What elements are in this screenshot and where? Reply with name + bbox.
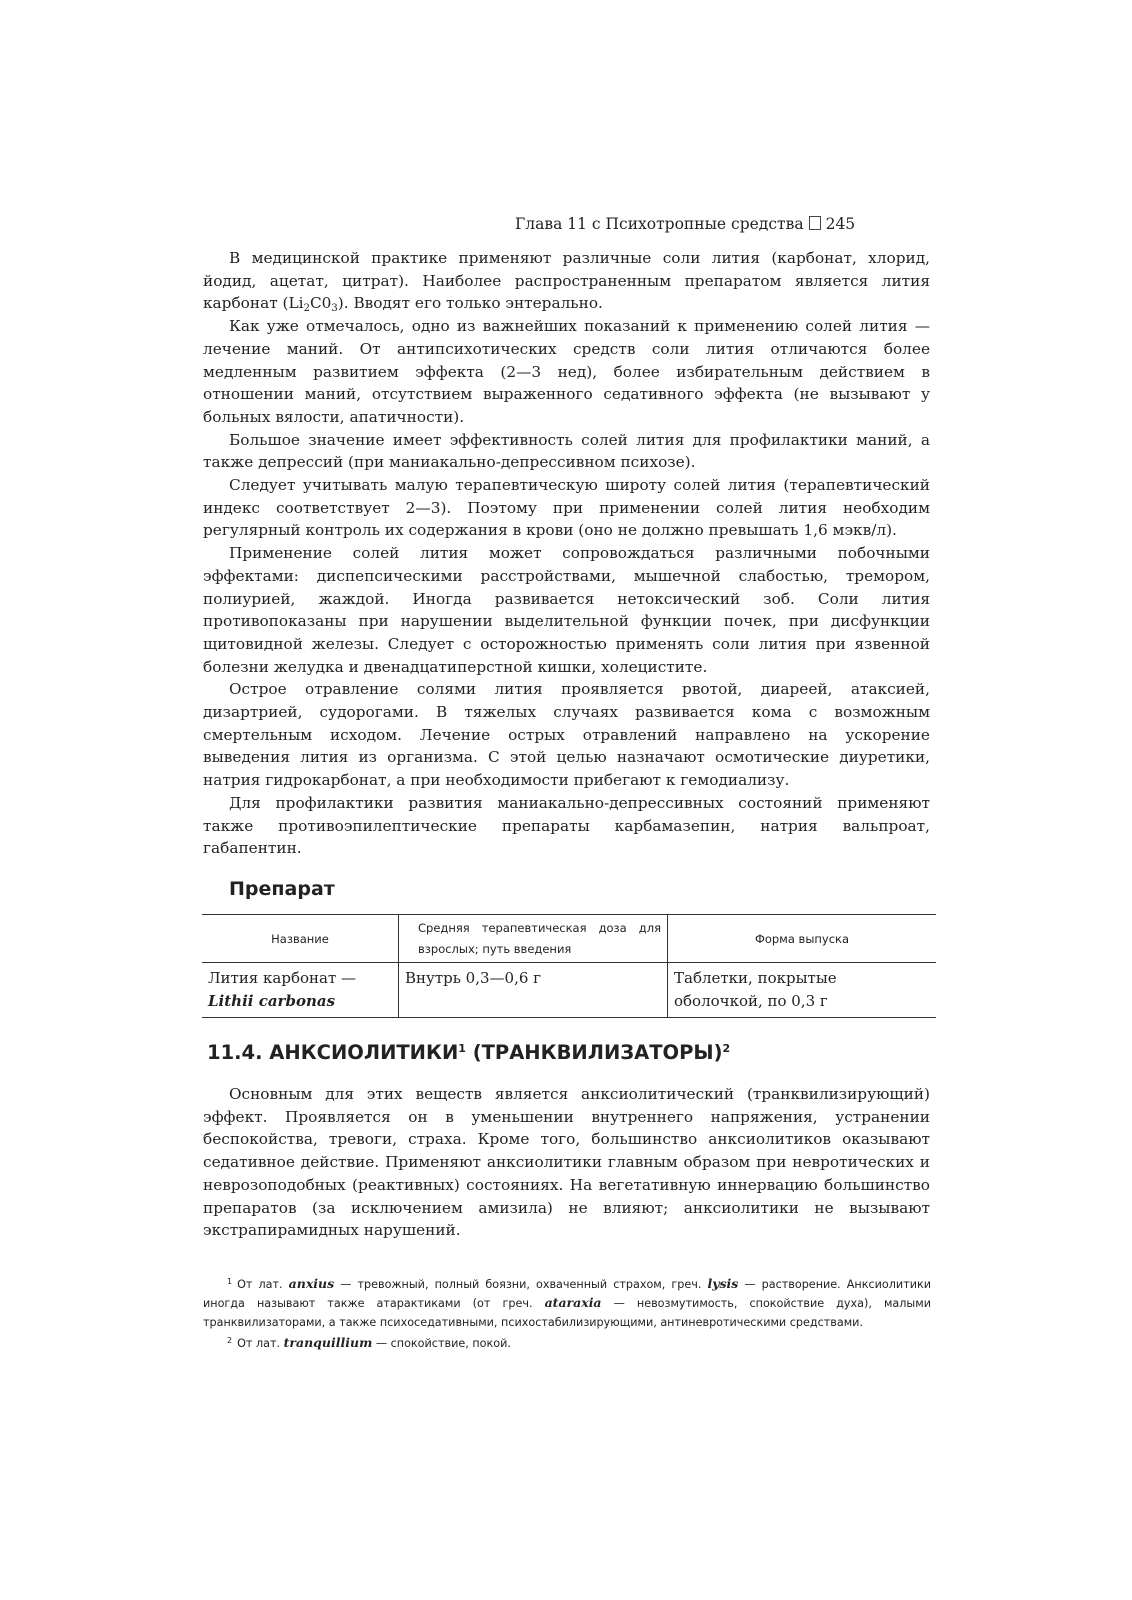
- paragraph: Следует учитывать малую терапевтическую широту солей лития (терапевтический индекс соответствует 2—3). Поэтому при применении солей лития необходим регулярный контроль их содержания в крови (оно не должно превышать 1,6 мэкв/л).: [203, 476, 930, 540]
- column-header-form: Форма выпуска: [754, 931, 850, 946]
- drug-table: [202, 914, 936, 1018]
- drug-name-cell: Лития карбонат —Lithii carbonas: [202, 963, 399, 1018]
- latin-name: Lithii carbonas: [208, 991, 336, 1010]
- anxiolytics-text-block: [203, 1083, 930, 1242]
- lithium-text-block: [203, 247, 930, 860]
- footnote-2: $^2$ От лат. tranquillium — спокойствие, покой.: [227, 1335, 511, 1351]
- square-glyph-icon: [809, 216, 821, 230]
- footnote-ref-1: 1: [458, 1042, 466, 1055]
- paragraph: Как уже отмечалось, одно из важнейших показаний к применению солей лития — лечение маний. От антипсихотических средств соли лития отличаются более медленным развитием эффекта (2—3 нед), более избирательным действием в отношении маний, отсутствием выраженного седативного эффекта (не вызывают у больных вялости, апатичности).: [203, 317, 930, 426]
- drug-dose-cell: Внутрь 0,3—0,6 г: [399, 963, 668, 1018]
- page-number: 245: [825, 215, 856, 233]
- paragraph: Применение солей лития может сопровождаться различными побочными эффектами: диспепсическими расстройствами, мышечной слабостью, тремором, полиурией, жаждой. Иногда развивается нетоксический зоб. Соли лития противопоказаны при нарушении выделительной функции почек, при дисфункции щитовидной железы. Следует с осторожностью применять соли лития при язвенной болезни желудка и двенадцатиперстной кишки, холецистите.: [203, 544, 930, 676]
- drug-form-cell: Таблетки, покрытые оболочкой, по 0,3 г: [674, 969, 837, 1010]
- chapter-title: Глава 11 с Психотропные средства: [515, 215, 804, 233]
- paragraph: Для профилактики развития маниакально-депрессивных состояний применяют также противоэпилептические препараты карбамазепин, натрия вальпроат, габапентин.: [203, 793, 930, 858]
- paragraph: В медицинской практике применяют различные соли лития (карбонат, хлорид, йодид, ацетат, цитрат). Наиболее распространенным препаратом является лития карбонат $(Li_2C0_3)$. Вводят его только энтерально.: [203, 249, 930, 315]
- section-heading: 11.4. АНКСИОЛИТИКИ$^1$ (ТРАНКВИЛИЗАТОРЫ)$^2$: [207, 1041, 731, 1064]
- column-header-name: Название: [202, 915, 399, 963]
- footnotes: [203, 1273, 931, 1354]
- table-row: [202, 963, 936, 1018]
- table-header-row: [202, 915, 936, 963]
- footnote-ref-2: 2: [722, 1042, 731, 1055]
- running-head: [515, 215, 855, 233]
- column-header-dose: Средняя терапевтическая доза для взрослых; путь введения: [399, 915, 668, 963]
- table-title: Препарат: [229, 878, 335, 900]
- paragraph: Острое отравление солями лития проявляется рвотой, диареей, атаксией, дизартрией, судорогами. В тяжелых случаях развивается кома с возможным смертельным исходом. Лечение острых отравлений направлено на ускорение выведения лития из организма. С этой целью назначают осмотические диуретики, натрия гидрокарбонат, а при необходимости прибегают к гемодиализу.: [203, 680, 930, 790]
- paragraph: Большое значение имеет эффективность солей лития для профилактики маний, а также депрессий (при маниакально-депрессивном психозе).: [203, 430, 930, 472]
- footnote-1: $^1$ От лат. anxius — тревожный, полный боязни, охваченный страхом, греч. lysis — растворение. Анксиолитики иногда называют также атарактиками (от греч. ataraxia — невозмутимость, спокойствие духа), малыми транквилизаторами, а также психоседативными, психостабилизирующими, антиневротическими средствами.: [203, 1276, 932, 1329]
- paragraph: Основным для этих веществ является анксиолитический (транквилизирующий) эффект. Проявляется он в уменьшении внутреннего напряжения, устранении беспокойства, тревоги, страха. Кроме того, большинство анксиолитиков оказывают седативное действие. Применяют анксиолитики главным образом при невротических и неврозоподобных (реактивных) состояниях. На вегетативную иннервацию большинство препаратов (за исключением амизила) не влияют; анксиолитики не вызывают экстрапирамидных нарушений.: [203, 1085, 930, 1240]
